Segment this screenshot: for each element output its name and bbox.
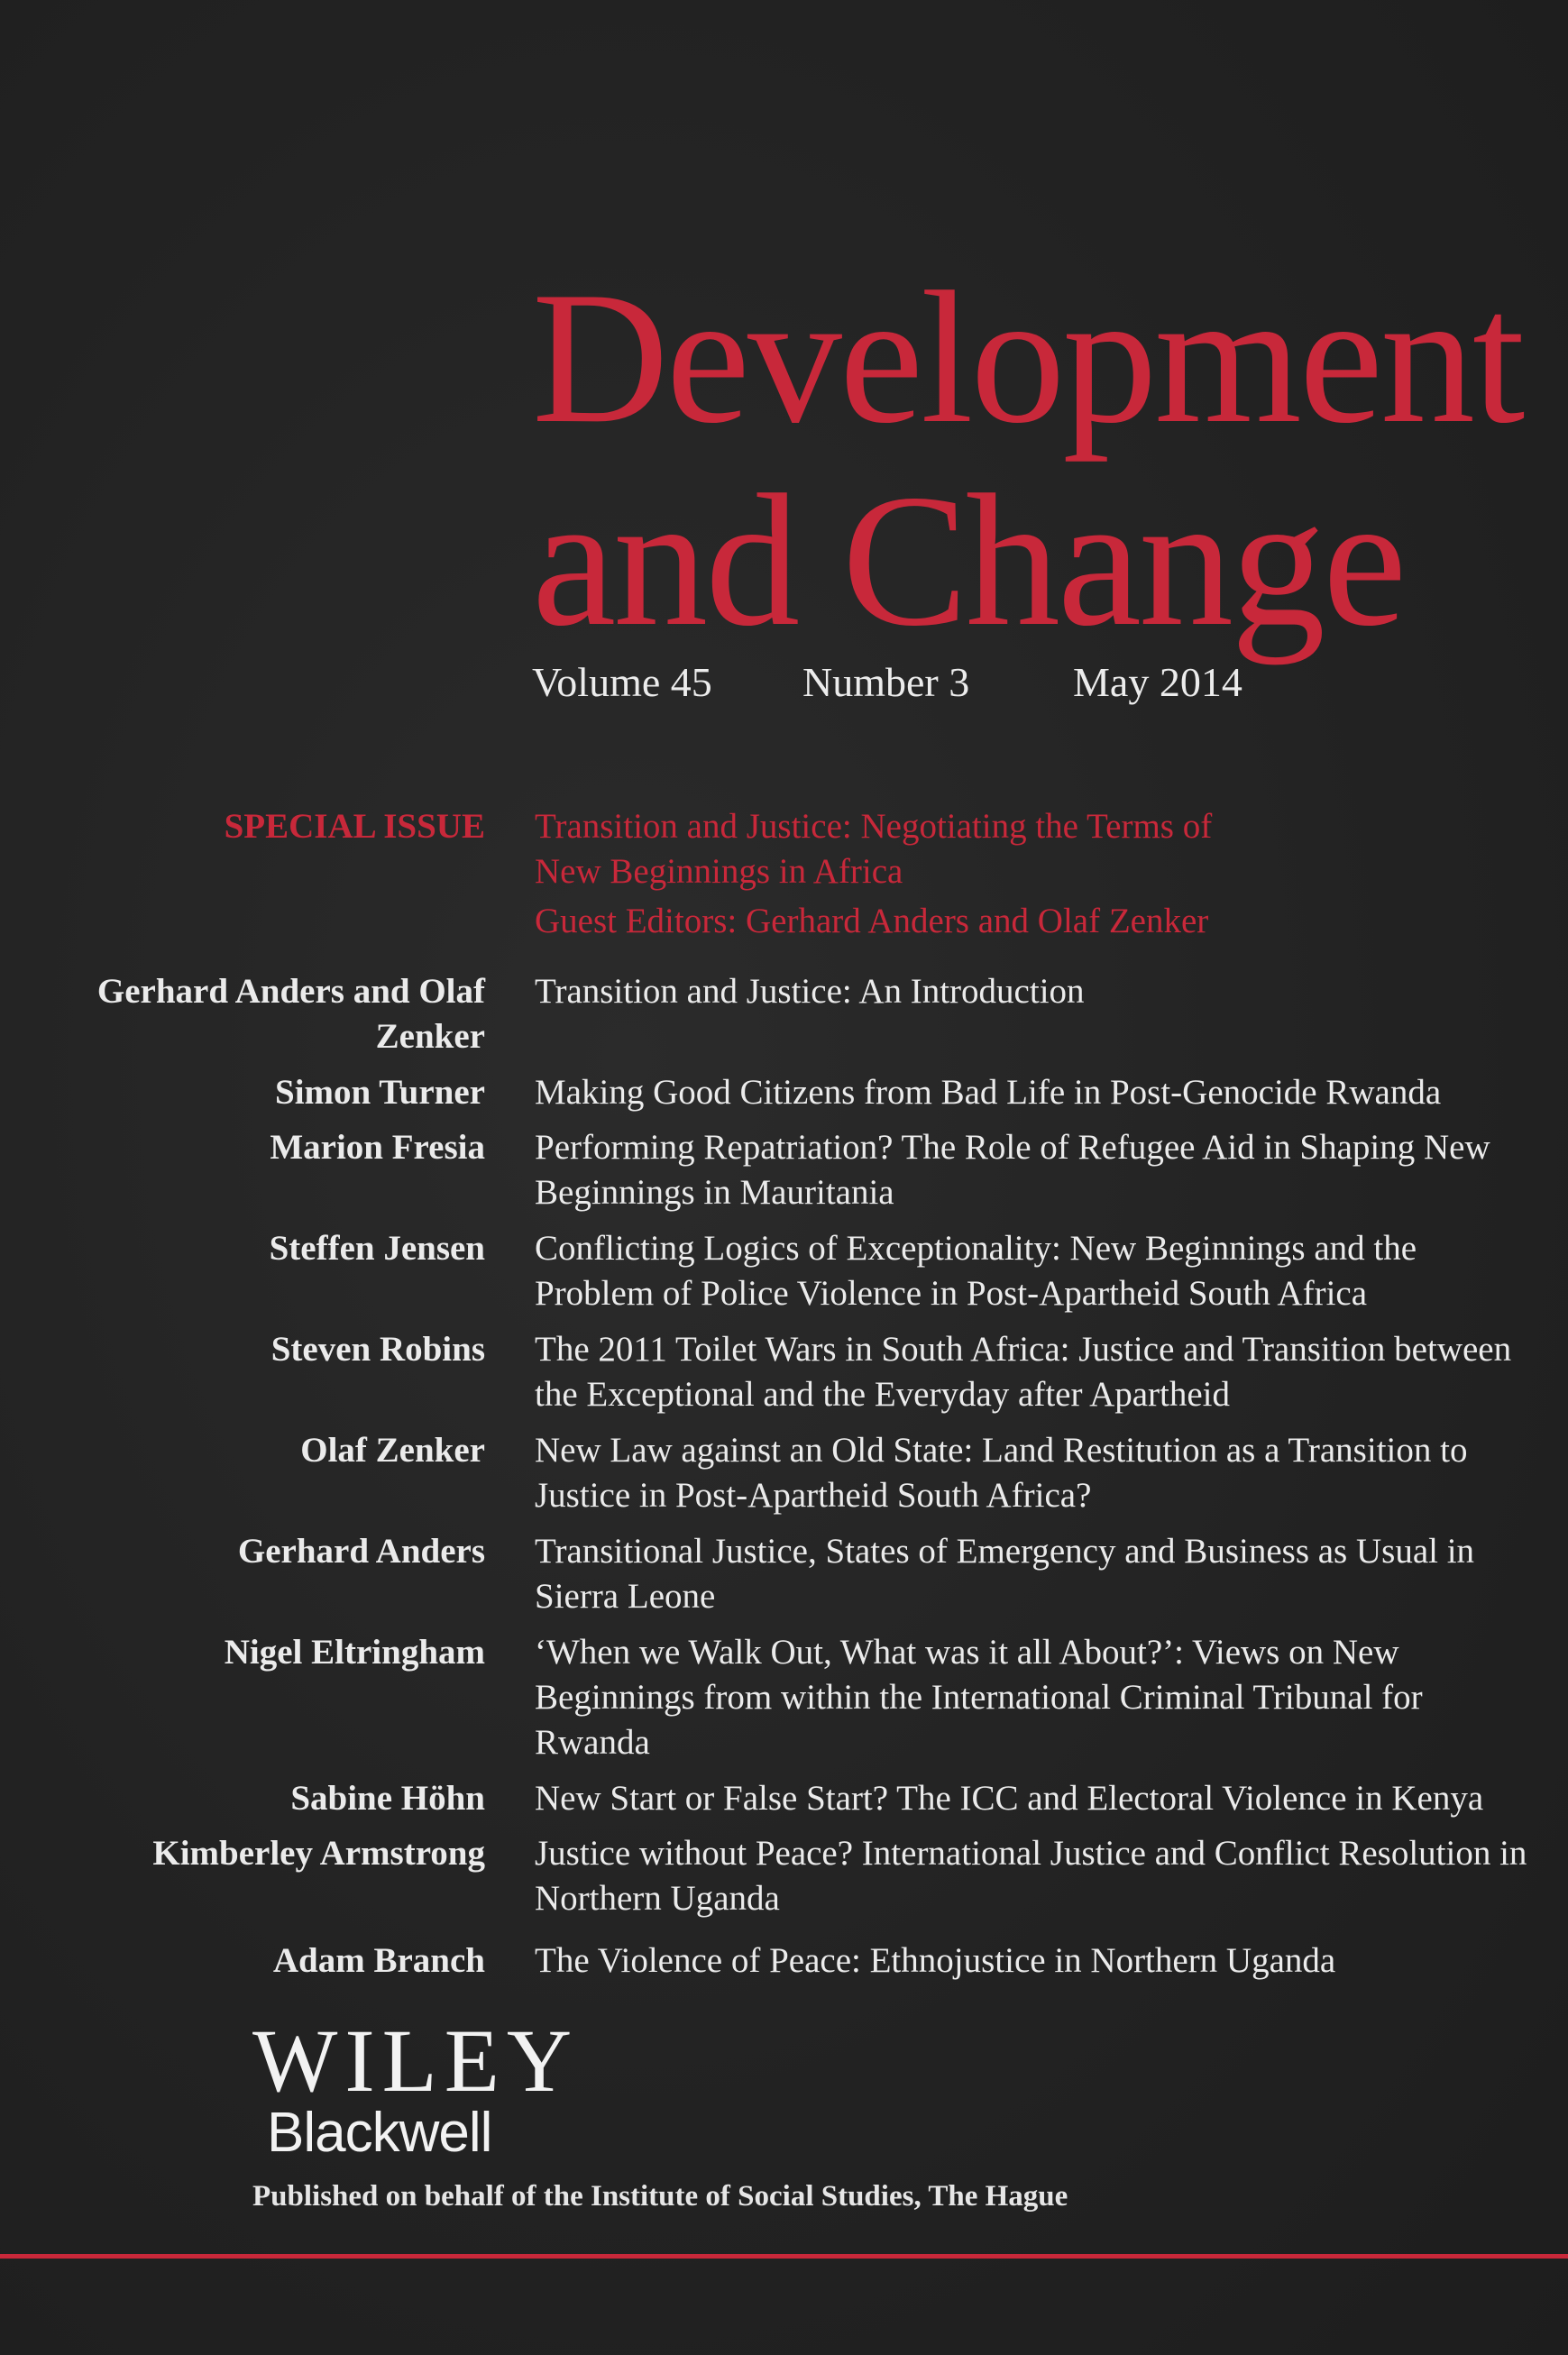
- special-issue-title-line-2: New Beginnings in Africa: [535, 852, 903, 891]
- special-issue-title-line-1: Transition and Justice: Negotiating the Terms of: [535, 807, 1213, 846]
- logo-wiley: WILEY: [252, 2011, 580, 2111]
- date-label: May 2014: [1073, 659, 1242, 705]
- article-author: Olaf Zenker: [300, 1431, 485, 1470]
- article-author: Gerhard Anders: [237, 1532, 485, 1571]
- article-author: Gerhard Anders and Olaf Zenker: [96, 972, 485, 1056]
- article-title: Justice without Peace? International Justice and Conflict Resolution in Northern Uganda: [535, 1834, 1527, 1918]
- article-author: Adam Branch: [272, 1941, 485, 1980]
- article-title: ‘When we Walk Out, What was it all About?’: Views on New Beginnings from within the International Criminal Tribunal for Rwanda: [535, 1633, 1423, 1762]
- article-title: Conflicting Logics of Exceptionality: New Beginnings and the Problem of Police Violence in Post-Apartheid South Africa: [535, 1229, 1417, 1313]
- journal-title-line-1: Development: [532, 253, 1523, 463]
- article-author: Steffen Jensen: [269, 1229, 485, 1268]
- article-title: Transitional Justice, States of Emergency and Business as Usual in Sierra Leone: [535, 1532, 1475, 1616]
- article-title: New Start or False Start? The ICC and Electoral Violence in Kenya: [535, 1779, 1484, 1818]
- article-author: Kimberley Armstrong: [152, 1834, 485, 1873]
- article-title: Performing Repatriation? The Role of Refugee Aid in Shaping New Beginnings in Mauritania: [535, 1128, 1490, 1212]
- journal-title: [532, 253, 1523, 665]
- wiley-blackwell-logo: [252, 2011, 580, 2164]
- publisher-note: Published on behalf of the Institute of Social Studies, The Hague: [252, 2180, 1068, 2213]
- special-issue-title: [535, 804, 1536, 944]
- article-title: Transition and Justice: An Introduction: [535, 972, 1085, 1011]
- table-of-contents: [0, 804, 1568, 1980]
- article-title: Making Good Citizens from Bad Life in Post-Genocide Rwanda: [535, 1073, 1442, 1112]
- bottom-red-rule: [0, 2254, 1568, 2259]
- article-author: Sabine Höhn: [290, 1779, 485, 1818]
- guest-editors: Guest Editors: Gerhard Anders and Olaf Zenker: [535, 902, 1209, 940]
- journal-title-line-2: and Change: [532, 456, 1405, 665]
- article-author: Steven Robins: [271, 1330, 485, 1369]
- logo-blackwell: Blackwell: [267, 2102, 492, 2164]
- special-issue-label: SPECIAL ISSUE: [224, 807, 485, 846]
- article-author: Marion Fresia: [270, 1128, 485, 1167]
- volume-label: Volume 45: [532, 659, 712, 705]
- article-title: The 2011 Toilet Wars in South Africa: Justice and Transition between the Exceptional and the Everyday after Apartheid: [535, 1330, 1512, 1414]
- article-author: Simon Turner: [275, 1073, 485, 1112]
- article-author: Nigel Eltringham: [224, 1633, 485, 1672]
- number-label: Number 3: [802, 659, 970, 705]
- special-issue-header: [0, 804, 1568, 953]
- article-title: New Law against an Old State: Land Restitution as a Transition to Justice in Post-Apartheid South Africa?: [535, 1431, 1468, 1515]
- article-title: The Violence of Peace: Ethnojustice in Northern Uganda: [535, 1941, 1336, 1980]
